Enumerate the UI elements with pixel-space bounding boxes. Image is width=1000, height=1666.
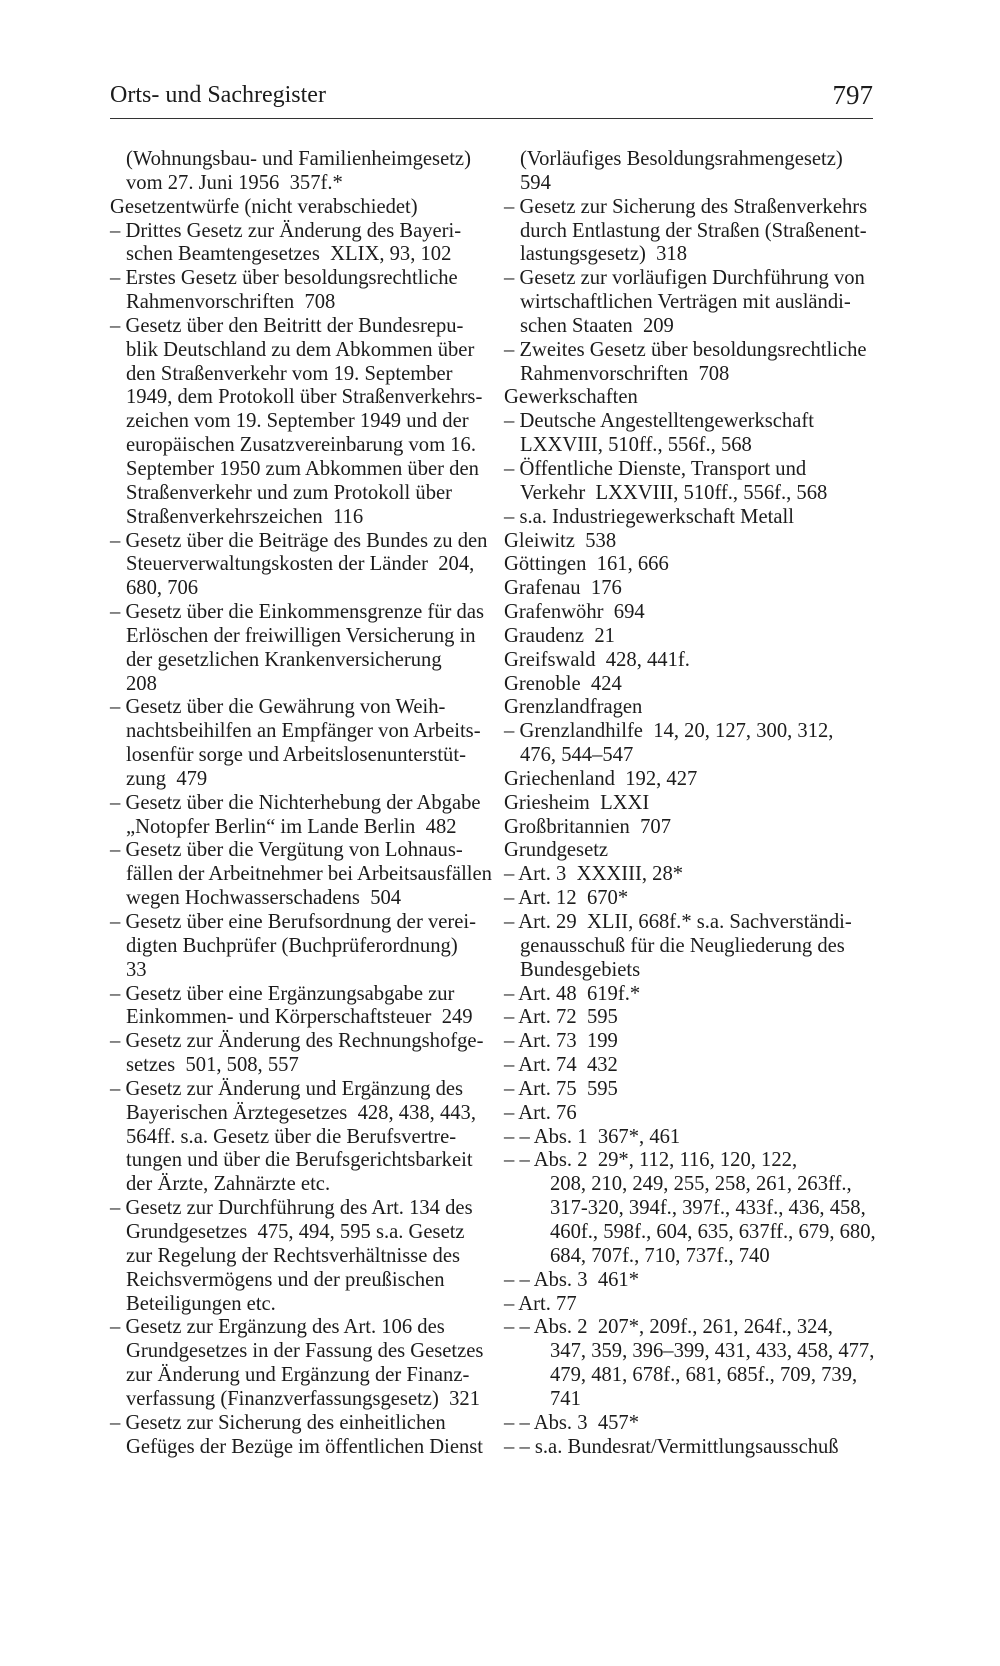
entry-text: (Wohnungsbau- und Familienheimgesetz) xyxy=(126,148,471,170)
page-reference: 29*, 112, 116, 120, 122, xyxy=(597,1149,798,1172)
entry-text: – – Abs. 3 xyxy=(504,1411,588,1434)
entry-text: den Straßenverkehr vom 19. September xyxy=(126,362,453,385)
index-entry-line xyxy=(110,792,490,816)
entry-text: 317-320, 394f., 397f., 433f., 436, 458, xyxy=(550,1197,866,1220)
index-entry-line xyxy=(110,1340,490,1364)
page-reference: 694 xyxy=(613,601,645,624)
entry-text: – Art. 73 xyxy=(504,1030,577,1053)
index-entry-line xyxy=(504,649,874,673)
entry-text: – Deutsche Angestelltengewerkschaft xyxy=(504,410,814,433)
index-entry-line xyxy=(110,1054,490,1078)
page-reference: 199 xyxy=(586,1030,618,1053)
entry-text: Grundgesetzes in der Fassung des Gesetzes xyxy=(126,1340,484,1363)
entry-text: – Gesetz zur Änderung des Rechnungshofge- xyxy=(110,1030,484,1053)
index-entry-line xyxy=(110,1221,490,1245)
entry-text: Bundesgebiets xyxy=(520,958,641,981)
entry-text: – Grenzlandhilfe xyxy=(504,720,643,743)
entry-text: Graudenz xyxy=(504,624,585,647)
page-reference: 161, 666 xyxy=(596,553,669,576)
index-entry-line xyxy=(110,315,490,339)
entry-text: – s.a. Industriegewerkschaft Metall xyxy=(504,505,794,528)
index-entry-line xyxy=(110,267,490,291)
page-reference: 595 xyxy=(586,1006,618,1029)
entry-text: Rahmenvorschriften xyxy=(520,362,689,385)
index-entry-line xyxy=(110,243,490,267)
page-reference: 207*, 209f., 261, 264f., 324, xyxy=(597,1316,833,1339)
entry-text: – Drittes Gesetz zur Änderung des Bayeri- xyxy=(110,219,462,242)
entry-text: Gesetzentwürfe (nicht verabschiedet) xyxy=(110,195,418,218)
entry-text: Gleiwitz xyxy=(504,529,575,552)
entry-text: – Art. 48 xyxy=(504,982,577,1005)
index-entry-line xyxy=(110,386,490,410)
index-entry-line xyxy=(110,649,490,673)
entry-text: zeichen vom 19. September 1949 und der xyxy=(126,410,469,433)
page-reference: LXXVIII, 510ff., 556f., 568 xyxy=(595,481,828,504)
index-entry-line xyxy=(504,1436,874,1460)
index-entry-line xyxy=(504,983,874,1007)
entry-text: 33 xyxy=(126,958,147,981)
index-entry-line xyxy=(504,816,874,840)
entry-text: durch Entlastung der Straßen (Straßenent- xyxy=(520,219,867,242)
index-entry-line xyxy=(504,935,874,959)
page-reference: 479 xyxy=(176,767,208,790)
entry-text: – Öffentliche Dienste, Transport und xyxy=(504,457,807,480)
index-entry-line xyxy=(110,887,490,911)
index-entry-line xyxy=(110,553,490,577)
index-entry-line xyxy=(504,1054,874,1078)
index-entry-line xyxy=(110,577,490,601)
entry-text: der gesetzlichen Krankenversicherung xyxy=(126,648,442,671)
entry-text: wegen Hochwasserschadens xyxy=(126,887,360,910)
index-entry-line xyxy=(110,458,490,482)
index-entry-line xyxy=(110,530,490,554)
entry-text: Gefüges der Bezüge im öffentlichen Dienst xyxy=(126,1435,484,1458)
entry-text: Reichsvermögens und der preußischen xyxy=(126,1268,445,1291)
index-entry-line xyxy=(110,816,490,840)
entry-text: Grundgesetzes xyxy=(126,1220,248,1243)
page-reference: 318 xyxy=(656,243,688,266)
index-entry-line xyxy=(110,172,490,196)
entry-text: 564ff. s.a. Gesetz über die Berufsvertre- xyxy=(126,1125,457,1148)
index-entry-line xyxy=(504,1364,874,1388)
entry-text: September 1950 zum Abkommen über den xyxy=(126,457,479,480)
index-entry-line xyxy=(110,839,490,863)
entry-text: der Ärzte, Zahnärzte etc. xyxy=(126,1173,331,1196)
index-entry-line xyxy=(504,410,874,434)
index-entry-line xyxy=(110,744,490,768)
index-entry-line xyxy=(110,1364,490,1388)
page-reference: 482 xyxy=(425,815,457,838)
entry-text: 741 xyxy=(550,1387,581,1410)
entry-text: Straßenverkehr und zum Protokoll über xyxy=(126,481,452,504)
entry-text: LXXVIII, 510ff., 556f., 568 xyxy=(520,434,752,457)
entry-text: Griechenland xyxy=(504,767,615,790)
entry-text: – Zweites Gesetz über besoldungsrechtliche xyxy=(504,338,867,361)
entry-text: zur Änderung und Ergänzung der Finanz- xyxy=(126,1364,470,1387)
index-entry-line xyxy=(110,696,490,720)
index-entry-line xyxy=(504,1221,874,1245)
entry-text: Rahmenvorschriften xyxy=(126,291,295,314)
index-entry-line xyxy=(504,1149,874,1173)
entry-text: – Gesetz zur Sicherung des Straßenverkehrs xyxy=(504,195,868,218)
index-entry-line xyxy=(504,267,874,291)
index-entry-line xyxy=(110,506,490,530)
entry-text: setzes xyxy=(126,1054,176,1077)
entry-text: – Gesetz zur Sicherung des einheitlichen xyxy=(110,1411,446,1434)
index-entry-line xyxy=(504,959,874,983)
entry-text: Grenzlandfragen xyxy=(504,696,643,719)
entry-text: – Art. 72 xyxy=(504,1006,577,1029)
entry-text: – – Abs. 2 xyxy=(504,1149,588,1172)
page-reference: 424 xyxy=(590,672,622,695)
entry-text: Bayerischen Ärztegesetzes xyxy=(126,1101,348,1124)
entry-text: 680, 706 xyxy=(126,577,199,600)
index-entry-line xyxy=(504,1245,874,1269)
entry-text: genausschuß für die Neugliederung des xyxy=(520,934,845,957)
entry-text: Verkehr xyxy=(520,481,586,504)
entry-text: – Gesetz über die Nichterhebung der Abgabe xyxy=(110,791,481,814)
entry-text: 208, 210, 249, 255, 258, 261, 263ff., xyxy=(550,1173,852,1196)
page-reference: XLII, 668f.* s.a. Sachverständi- xyxy=(586,911,852,933)
page-reference: 357f.* xyxy=(289,171,343,194)
entry-text: – – s.a. Bundesrat/Vermittlungsausschuß xyxy=(504,1435,839,1458)
page-reference: 538 xyxy=(585,529,617,552)
index-entry-line xyxy=(504,863,874,887)
index-entry-line xyxy=(504,530,874,554)
index-entry-line xyxy=(110,434,490,458)
page-reference: 708 xyxy=(304,291,336,314)
entry-text: 208 xyxy=(126,672,157,695)
index-entry-line xyxy=(504,291,874,315)
index-entry-line xyxy=(504,744,874,768)
running-header xyxy=(110,82,873,119)
page-reference: LXXI xyxy=(600,791,650,814)
entry-text: schen Beamtengesetzes xyxy=(126,243,320,266)
entry-text: wirtschaftlichen Verträgen mit ausländi- xyxy=(520,291,851,314)
index-entry-line xyxy=(504,339,874,363)
entry-text: 479, 481, 678f., 681, 685f., 709, 739, xyxy=(550,1364,858,1387)
index-entry-line xyxy=(110,1293,490,1317)
index-entry-line xyxy=(110,1388,490,1412)
index-entry-line xyxy=(504,1412,874,1436)
index-entry-line xyxy=(110,1436,490,1460)
index-entry-line xyxy=(504,315,874,339)
index-entry-line xyxy=(504,1078,874,1102)
entry-text: Beteiligungen etc. xyxy=(126,1292,276,1315)
index-entry-line xyxy=(504,458,874,482)
page-reference: 504 xyxy=(370,887,402,910)
index-entry-line xyxy=(110,291,490,315)
index-entry-line xyxy=(504,577,874,601)
index-column-right xyxy=(504,148,874,1459)
index-entry-line xyxy=(110,768,490,792)
entry-text: Steuerverwaltungskosten der Länder xyxy=(126,553,428,576)
entry-text: 347, 359, 396–399, 431, 433, 458, 477, xyxy=(550,1340,875,1363)
index-entry-line xyxy=(110,1173,490,1197)
page-reference: 176 xyxy=(590,577,622,600)
index-entry-line xyxy=(110,1102,490,1126)
entry-text: zur Regelung der Rechtsverhältnisse des xyxy=(126,1244,460,1267)
index-entry-line xyxy=(504,601,874,625)
page-reference: XLIX, 93, 102 xyxy=(330,243,452,266)
entry-text: lastungsgesetz) xyxy=(520,243,646,266)
index-entry-line xyxy=(504,1173,874,1197)
index-entry-line xyxy=(504,625,874,649)
index-entry-line xyxy=(110,601,490,625)
index-entry-line xyxy=(504,673,874,697)
page-reference: 116 xyxy=(332,505,364,528)
entry-text: Großbritannien xyxy=(504,815,630,838)
index-entry-line xyxy=(110,911,490,935)
entry-text: blik Deutschland zu dem Abkommen über xyxy=(126,338,475,361)
entry-text: Grafenwöhr xyxy=(504,601,604,624)
page-reference: 457* xyxy=(597,1411,640,1434)
entry-text: – Gesetz über den Beitritt der Bundesrepu- xyxy=(110,314,464,337)
entry-text: – Art. 75 xyxy=(504,1077,577,1100)
index-entry-line xyxy=(504,1102,874,1126)
index-entry-line xyxy=(504,220,874,244)
index-entry-line xyxy=(504,1388,874,1412)
entry-text: schen Staaten xyxy=(520,314,633,337)
index-entry-line xyxy=(504,1197,874,1221)
index-entry-line xyxy=(110,1078,490,1102)
index-entry-line xyxy=(504,482,874,506)
index-entry-line xyxy=(110,625,490,649)
page-reference: 367*, 461 xyxy=(597,1125,681,1148)
index-entry-line xyxy=(504,1316,874,1340)
page-reference: 619f.* xyxy=(586,982,641,1005)
entry-text: fällen der Arbeitnehmer bei Arbeitsausfällen xyxy=(126,863,492,886)
page-reference: 475, 494, 595 s.a. Gesetz xyxy=(257,1220,465,1243)
entry-text: Grundgesetz xyxy=(504,839,609,862)
entry-text: tungen und über die Berufsgerichtsbarkeit xyxy=(126,1149,473,1172)
page-reference: 670* xyxy=(586,887,629,910)
page-reference: 249 xyxy=(441,1006,473,1029)
entry-text: – Gesetz über eine Ergänzungsabgabe zur xyxy=(110,982,455,1005)
page-reference: 14, 20, 127, 300, 312, xyxy=(653,720,834,743)
index-entry-line xyxy=(110,983,490,1007)
page-reference: 209 xyxy=(642,314,674,337)
page-reference: 595 xyxy=(586,1077,618,1100)
entry-text: Greifswald xyxy=(504,648,596,671)
index-entry-line xyxy=(504,363,874,387)
entry-text: – Gesetz über die Gewährung von Weih- xyxy=(110,696,446,719)
page-reference: 428, 441f. xyxy=(605,648,690,671)
index-entry-line xyxy=(110,1197,490,1221)
entry-text: 1949, dem Protokoll über Straßenverkehrs- xyxy=(126,386,483,409)
entry-text: zung xyxy=(126,767,167,790)
page-number: 797 xyxy=(832,80,873,110)
entry-text: – Gesetz zur Durchführung des Art. 134 des xyxy=(110,1197,473,1220)
index-entry-line xyxy=(110,1269,490,1293)
index-entry-line xyxy=(504,768,874,792)
index-entry-line xyxy=(504,506,874,530)
index-entry-line xyxy=(504,434,874,458)
entry-text: nachtsbeihilfen an Empfänger von Arbeits- xyxy=(126,720,481,743)
index-entry-line xyxy=(110,673,490,697)
page-reference: 461* xyxy=(597,1268,640,1291)
index-entry-line xyxy=(110,1316,490,1340)
entry-text: – Art. 3 xyxy=(504,863,567,886)
entry-text: Griesheim xyxy=(504,791,590,814)
entry-text: – Gesetz über die Beiträge des Bundes zu den xyxy=(110,529,488,552)
page-reference: 428, 438, 443, xyxy=(357,1101,476,1124)
entry-text: Grafenau xyxy=(504,577,581,600)
page-reference: 708 xyxy=(698,362,730,385)
index-entry-line xyxy=(110,720,490,744)
page-reference: 204, xyxy=(438,553,475,576)
index-entry-line xyxy=(504,1006,874,1030)
entry-text: – Art. 29 xyxy=(504,911,577,933)
entry-text: europäischen Zusatzvereinbarung vom 16. xyxy=(126,434,476,457)
index-entry-line xyxy=(110,220,490,244)
entry-text: Straßenverkehrszeichen xyxy=(126,505,323,528)
index-entry-line xyxy=(504,553,874,577)
index-entry-line xyxy=(504,1340,874,1364)
entry-text: Gewerkschaften xyxy=(504,386,638,409)
entry-text: – Art. 74 xyxy=(504,1054,577,1077)
entry-text: verfassung (Finanzverfassungsgesetz) xyxy=(126,1387,439,1410)
index-entry-line xyxy=(504,696,874,720)
entry-text: Göttingen xyxy=(504,553,587,576)
index-entry-line xyxy=(504,148,874,172)
page-reference: 501, 508, 557 xyxy=(185,1054,299,1077)
index-entry-line xyxy=(110,1030,490,1054)
index-entry-line xyxy=(110,148,490,172)
entry-text: – Art. 76 xyxy=(504,1101,577,1124)
entry-text: – – Abs. 3 xyxy=(504,1268,588,1291)
index-entry-line xyxy=(110,196,490,220)
page-reference: 321 xyxy=(449,1387,480,1410)
page-reference: 432 xyxy=(586,1054,618,1077)
index-entry-line xyxy=(504,792,874,816)
entry-text: 684, 707f., 710, 737f., 740 xyxy=(550,1244,770,1267)
entry-text: – Erstes Gesetz über besoldungsrechtliche xyxy=(110,267,458,290)
entry-text: Grenoble xyxy=(504,672,581,695)
page-reference: 192, 427 xyxy=(625,767,698,790)
entry-text: vom 27. Juni 1956 xyxy=(126,171,280,194)
entry-text: – Gesetz zur vorläufigen Durchführung von xyxy=(504,267,865,290)
page-reference: XXXIII, 28* xyxy=(576,863,684,886)
entry-text: (Vorläufiges Besoldungsrahmengesetz) xyxy=(520,148,843,170)
index-entry-line xyxy=(504,172,874,196)
index-entry-line xyxy=(110,482,490,506)
entry-text: – Gesetz über eine Berufsordnung der verei- xyxy=(110,911,476,933)
entry-text: Einkommen- und Körperschaftsteuer xyxy=(126,1006,432,1029)
index-entry-line xyxy=(504,911,874,935)
index-entry-line xyxy=(504,1269,874,1293)
entry-text: 594 xyxy=(520,171,551,194)
entry-text: – – Abs. 1 xyxy=(504,1125,588,1148)
index-entry-line xyxy=(504,1030,874,1054)
index-entry-line xyxy=(504,887,874,911)
entry-text: – Gesetz über die Einkommensgrenze für das xyxy=(110,601,484,624)
page-reference: 21 xyxy=(594,624,615,647)
index-entry-line xyxy=(504,1126,874,1150)
entry-text: 460f., 598f., 604, 635, 637ff., 679, 680, xyxy=(550,1220,876,1243)
entry-text: losenfür sorge und Arbeitslosenunterstüt- xyxy=(126,744,466,767)
entry-text: „Notopfer Berlin“ im Lande Berlin xyxy=(126,815,416,838)
index-column-left xyxy=(110,148,490,1459)
entry-text: – Gesetz über die Vergütung von Lohnaus- xyxy=(110,839,463,862)
entry-text: – Art. 12 xyxy=(504,887,577,910)
index-entry-line xyxy=(504,196,874,220)
page-reference: 707 xyxy=(640,815,672,838)
index-entry-line xyxy=(110,863,490,887)
index-entry-line xyxy=(110,1412,490,1436)
entry-text: – Gesetz zur Ergänzung des Art. 106 des xyxy=(110,1316,445,1339)
index-entry-line xyxy=(504,839,874,863)
index-entry-line xyxy=(110,339,490,363)
entry-text: digten Buchprüfer (Buchprüferordnung) xyxy=(126,934,458,957)
entry-text: – – Abs. 2 xyxy=(504,1316,588,1339)
index-entry-line xyxy=(110,363,490,387)
index-entry-line xyxy=(504,1293,874,1317)
index-entry-line xyxy=(110,410,490,434)
index-entry-line xyxy=(110,1006,490,1030)
entry-text: Erlöschen der freiwilligen Versicherung in xyxy=(126,624,476,647)
index-entry-line xyxy=(110,1149,490,1173)
index-entry-line xyxy=(110,959,490,983)
index-entry-line xyxy=(504,243,874,267)
index-entry-line xyxy=(110,935,490,959)
index-entry-line xyxy=(504,386,874,410)
running-title: Orts- und Sachregister xyxy=(110,82,326,108)
index-entry-line xyxy=(110,1126,490,1150)
index-entry-line xyxy=(504,720,874,744)
entry-text: – Art. 77 xyxy=(504,1292,577,1315)
entry-text: – Gesetz zur Änderung und Ergänzung des xyxy=(110,1077,464,1100)
entry-text: 476, 544–547 xyxy=(520,744,634,767)
index-entry-line xyxy=(110,1245,490,1269)
